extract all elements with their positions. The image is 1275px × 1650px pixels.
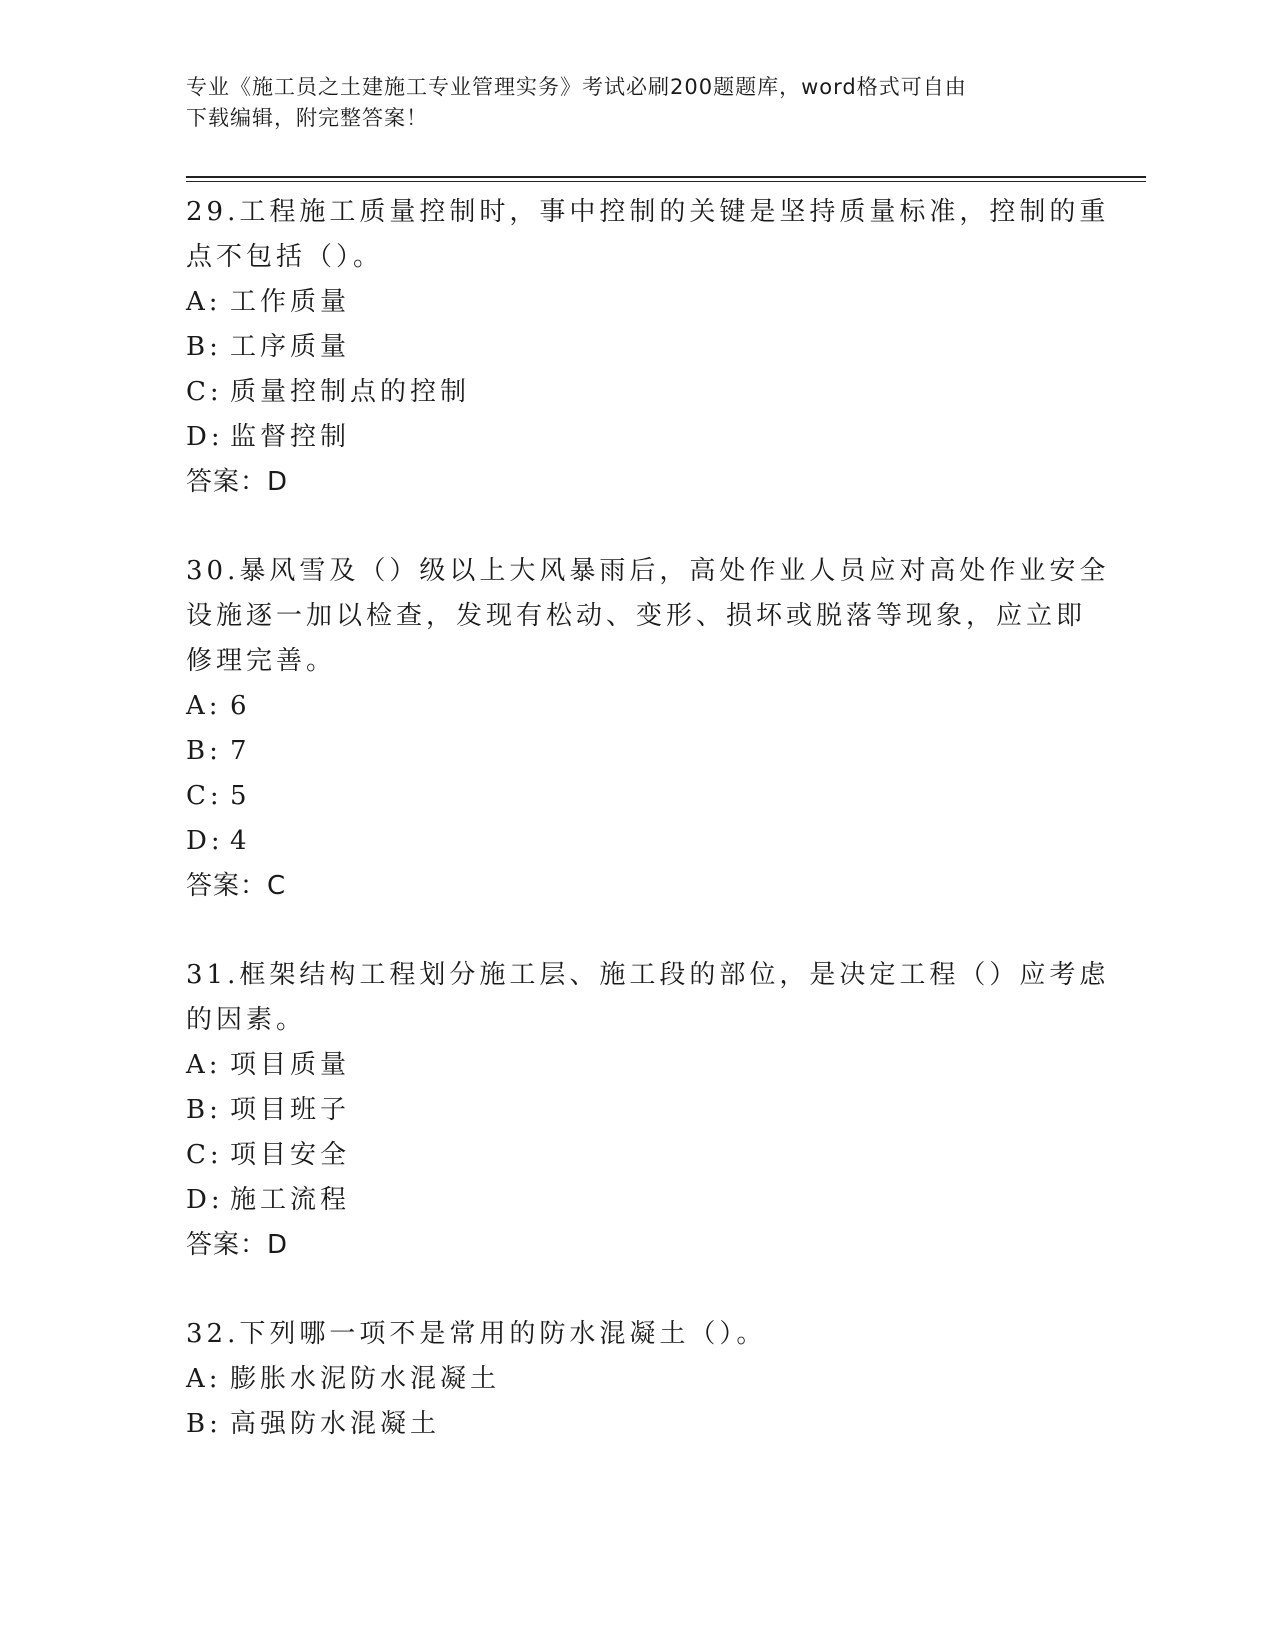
question-text-line: 29.工程施工质量控制时，事中控制的关键是坚持质量标准，控制的重 bbox=[186, 197, 1110, 227]
option-text: 项目质量 bbox=[230, 1050, 351, 1080]
answer-option bbox=[186, 774, 1086, 819]
question-text-line: 的因素。 bbox=[186, 1005, 307, 1035]
option-letter: A: bbox=[186, 287, 222, 317]
option-text: 6 bbox=[230, 691, 251, 721]
question-text-line: 修理完善。 bbox=[186, 646, 337, 676]
answer-option bbox=[186, 415, 1086, 460]
option-letter: B: bbox=[186, 1409, 222, 1439]
option-letter: C: bbox=[186, 1140, 223, 1170]
option-text: 项目安全 bbox=[230, 1140, 351, 1170]
answer-option bbox=[186, 684, 1086, 729]
answer-option bbox=[186, 1402, 1086, 1447]
answer-option bbox=[186, 1043, 1086, 1088]
option-letter: A: bbox=[186, 1364, 222, 1394]
question-block bbox=[186, 549, 1110, 909]
option-text: 质量控制点的控制 bbox=[230, 377, 471, 407]
answer-option bbox=[186, 1133, 1086, 1178]
option-text: 4 bbox=[230, 826, 251, 856]
option-letter: A: bbox=[186, 691, 222, 721]
header-line-2: 下载编辑，附完整答案！ bbox=[186, 106, 428, 130]
option-letter: B: bbox=[186, 736, 222, 766]
option-letter: C: bbox=[186, 781, 223, 811]
answer-option bbox=[186, 729, 1086, 774]
answer-option bbox=[186, 325, 1086, 370]
header-divider bbox=[186, 176, 1146, 182]
header-line-1: 专业《施工员之土建施工专业管理实务》考试必刷200题题库，word格式可自由 bbox=[186, 75, 967, 99]
option-letter: B: bbox=[186, 1095, 222, 1125]
question-text-line: 30.暴风雪及（）级以上大风暴雨后，高处作业人员应对高处作业安全 bbox=[186, 556, 1110, 586]
option-letter: B: bbox=[186, 332, 222, 362]
question-text-line: 31.框架结构工程划分施工层、施工段的部位，是决定工程（）应考虑 bbox=[186, 960, 1110, 990]
option-letter: D: bbox=[186, 1185, 224, 1215]
answer-option bbox=[186, 370, 1086, 415]
question-text-line: 设施逐一加以检查，发现有松动、变形、损坏或脱落等现象，应立即 bbox=[186, 601, 1087, 631]
question-block bbox=[186, 1312, 1086, 1447]
answer-option bbox=[186, 819, 1086, 864]
question-text-line: 32.下列哪一项不是常用的防水混凝土（）。 bbox=[186, 1319, 767, 1349]
option-text: 5 bbox=[230, 781, 251, 811]
option-text: 高强防水混凝土 bbox=[230, 1409, 441, 1439]
answer-option bbox=[186, 1088, 1086, 1133]
option-text: 监督控制 bbox=[230, 422, 351, 452]
option-letter: A: bbox=[186, 1050, 222, 1080]
option-text: 工作质量 bbox=[230, 287, 351, 317]
option-letter: D: bbox=[186, 422, 224, 452]
option-text: 项目班子 bbox=[230, 1095, 351, 1125]
document-header bbox=[186, 72, 1066, 134]
question-block bbox=[186, 953, 1110, 1268]
question-text-line: 点不包括（）。 bbox=[186, 242, 384, 272]
option-text: 7 bbox=[230, 736, 251, 766]
answer-key: 答案：D bbox=[186, 1230, 289, 1260]
answer-key: 答案：C bbox=[186, 871, 287, 901]
answer-option bbox=[186, 1178, 1086, 1223]
option-text: 膨胀水泥防水混凝土 bbox=[230, 1364, 501, 1394]
option-letter: C: bbox=[186, 377, 223, 407]
question-list bbox=[186, 190, 1110, 1491]
option-text: 工序质量 bbox=[230, 332, 351, 362]
option-text: 施工流程 bbox=[230, 1185, 351, 1215]
question-block bbox=[186, 190, 1110, 505]
answer-option bbox=[186, 280, 1086, 325]
answer-key: 答案：D bbox=[186, 467, 289, 497]
answer-option bbox=[186, 1357, 1086, 1402]
option-letter: D: bbox=[186, 826, 224, 856]
